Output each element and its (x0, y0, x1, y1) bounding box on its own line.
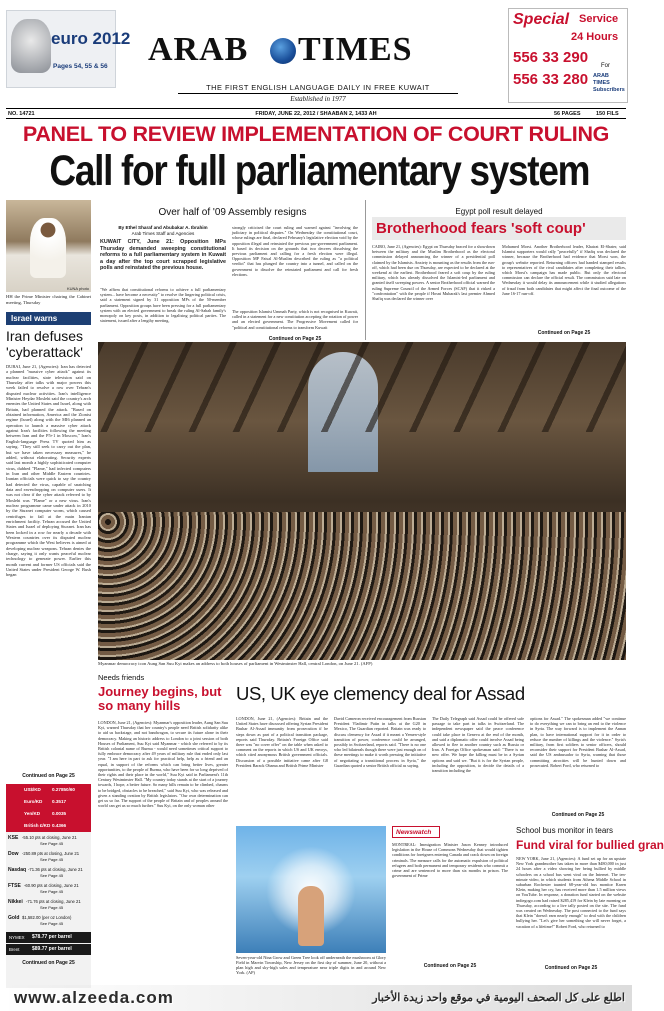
lead-body-col2: strongly criticised the court ruling and warned against "involving the judiciary in political disputes." On Wednesday the constitutional court, whose rulings are final, declared February's legislative election void by the opposition illegal and reinstated the previous pro-government parliament. It based its decision on the grounds that two decrees dissolving the previous parliament and calling for a fresh election were illegal. Opposition MP Faisal Al-Muslim described the ruling as "a political verdict" that has plunged the country into a tunnel, and called on the government to dissolve the reinstated parliament and call for fresh elections. (232, 225, 358, 277)
lead-kicker: PANEL TO REVIEW IMPLEMENTATION OF COURT RULING (22, 122, 610, 146)
markets-continued[interactable]: Continued on Page 25 (22, 960, 75, 966)
egypt-continued[interactable]: Continued on Page 25 (537, 330, 591, 336)
market-page[interactable]: See Page 45 (40, 873, 64, 878)
child-figure (298, 886, 324, 946)
prime-minister-figure (30, 218, 66, 278)
globe-icon (270, 38, 296, 64)
euro-pages: Pages 54, 55 & 56 (53, 63, 108, 70)
westminster-hall-photo (98, 342, 626, 660)
market-name: NYMEX (9, 935, 25, 940)
market-name: FTSE (8, 883, 21, 889)
market-row (6, 932, 91, 943)
market-row (6, 850, 91, 864)
lead-intro: KUWAIT CITY, June 21: Opposition MPs Thursday demanded sweeping constitutional reforms to a full parliamentary system in Kuwait a day after the top court scrapped legislative polls and reinstated the previous house. (100, 239, 226, 272)
newswatch-label: Newswatch (396, 829, 432, 836)
market-row (6, 834, 91, 848)
ad-subscribers: ARAB TIMES Subscribers (593, 73, 625, 93)
bullied-body: NEW YORK, June 21, (Agencies): A fund set up for an upstate New York grandmother has taken in more than $480,000 in just 24 hours after a video showing her being bullied by middle schoolers on a school bus went viral on the Internet. The ten-minute video, in which students from Athena Middle School in suburban Rochester taunted 68-year-old bus monitor Karen Klein, making her cry, has received more than 1.5 million views on YouTube. In response, a donation fund started on the website indiegogo.com had raised $285,419 for Klein by late morning on Thursday, according to a live tally posted on the site. The fund was created on Wednesday. The post connected to the fund says that Klein "doesn't earn nearly enough" to deal with the children bullying her. "Let's give her something she will never forget, a vacation of a lifetime!" Robert Ford, who returned to (516, 856, 626, 929)
cabinet-caption: HH the Prime Minister chairing the Cabinet meeting, Thursday (6, 294, 91, 305)
established: Established in 1977 (290, 95, 346, 103)
market-value: $1,582.00 (per oz London) (22, 915, 72, 920)
lead-subhead: Over half of '09 Assembly resigns (158, 207, 307, 218)
bullied-continued[interactable]: Continued on Page 25 (544, 965, 598, 971)
egypt-headline: Brotherhood fears 'soft coup' (372, 217, 626, 240)
euro-title: euro 2012 (51, 29, 131, 48)
market-page[interactable]: See Page 45 (40, 857, 64, 862)
assad-body-col2: David Cameron received encouragement from Russian President Vladimir Putin in talks at the G20 in Mexico, The Guardian reported. Britain was ready to discuss clemency for Assad if it meant a Yemen-style transition of power, conference could be arranged, possibly in Switzerland, reports said. "There is no one who led bilaterals though there were just enough on of these meetings to make it worth pressing the initiative of negotiating a transitional process in Syria," the Guardian quoted a senior British official as saying. (334, 716, 426, 768)
market-value: 0.27850/60 (52, 787, 75, 792)
masthead-times: TIMES (298, 31, 413, 68)
footer-arabic: اطلع على كل الصحف اليومية في موقع واحد زيدة الأخبار (372, 992, 625, 1004)
market-value: $89.77 per barrel (32, 946, 72, 952)
market-name: Dow (8, 851, 19, 857)
market-row (6, 866, 91, 880)
euro-trophy-icon (11, 19, 51, 73)
israel-body: DUBAI, June 21, (Agencies): Iran has detected a planned "massive cyber attack" against its nuclear facilities, state television said on Thursday after talks with major powers this week failed to resolve a row over Tehran's disputed nuclear activities. Iran's intelligence Minister Heydar Moslehi said the country's arch enemies the United States and Israel, along with Britain, had planned the attack. "Based on obtained information, America and the Zionist regime (Israel) along with the MI6 planned an operation to launch a massive cyber attack against Iran's facilities following the meeting between Iran and the P5+1 in Moscow," Iran's English-language Press TV quoted him as saying. "They still seek to carry out the plan, but we have taken necessary measures," he added, without elaborating. Security experts said last month a highly sophisticated computer virus, dubbed "Flame," had infected computers in Iran and other Middle Eastern countries. Iranian officials were quick to say the country had detected the virus, capable of snatching data and eavesdropping on computer users. It was not clear if the cyber attack referred to by Moslehi was "Flame" or a new virus. Iran's nuclear programme came under attack in 2010 by the Stuxnet computer worm, which caused centrifuges to fail at the main Iranian enrichment facility. Tehran accused the United States and Israel of deploying Stuxnet. Iran has been locked in a row for nearly a decade with Western countries over its disputed nuclear programme which the West believes is aimed at developing nuclear weapons. Tehran denies the charge, saying it only wants peaceful nuclear technology to generate power. Earlier this month current and former US officials said the United States under President George W. Bush began (6, 364, 91, 578)
newswatch-body: MONTREAL: Immigration Minister Jason Kenney introduced legislation in the House of Commons Wednesday that would tighten conditions for foreigners entering Canada and crack down on foreign criminals. The measure calls for the automatic expulsion of political refugees and both permanent and temporary residents who commit a crime and are sentenced to more than six months in prison. The government of Prime (392, 842, 508, 879)
summer-photo-caption: Seven-year-old Nina Grow and Green Tree look off underneath the mushroom at Glory Field in Marvin Township, New Jersey on the first day of summer, June 20, without a plan high and sky-high sales and temperature near triple digits in and around New York. (AP) (236, 955, 386, 976)
market-page[interactable]: See Page 45 (40, 889, 64, 894)
cabinet-photo (6, 200, 91, 292)
assad-body-col3: The Daily Telegraph said Assad could be offered safe passage to take part in talks in Switzerland. The independent newspaper said the peace conference could take place in Geneva at the end of the month, and said a diplomatic offer could involve Assad being allowed to flee to another country such as Russia or Iran. A Foreign Office spokesman said: "There is no new offer. We hope the killing must be in a Syrian options and said we. "But it is for the Syrian people, including the opposition, to decide the details of a transition including the (432, 716, 524, 774)
newswatch-tag (392, 826, 440, 838)
market-row (6, 820, 91, 832)
market-name: Nikkei (8, 899, 23, 905)
newswatch-continued[interactable]: Continued on Page 25 (423, 963, 477, 969)
israel-section-bar (6, 312, 91, 325)
issue-number: NO. 14721 (8, 111, 35, 117)
subscriber-ad[interactable] (508, 8, 628, 103)
ad-special: Special (513, 11, 570, 28)
market-name: Gold (8, 915, 20, 921)
market-name: US$/KD (24, 787, 41, 792)
market-name: Brent (9, 947, 20, 952)
egypt-body-col2: Mohamed Morsi. Another Brotherhood leader, Khairat El-Shater, said Islamist supporters would rally "peacefully" if Shafiq was declared the winner, because the Brotherhood had evidence that Morsi won, the group's website reported. Returning officers had handed stamped results to representatives of the rival candidates after completing their tallies, which Morsi's campaign has made public. But only the electoral commission can declare the official result. The commission said late on Wednesday it would delay its announcement while it studied allegations of fraud from both candidates that might affect the final outcome of the June 16-17 run-off. (502, 244, 626, 296)
assad-continued[interactable]: Continued on Page 25 (551, 812, 605, 818)
market-value: -71.36 pts at closing, June 21 (28, 867, 83, 872)
photo-credit: KUNA photo (66, 286, 89, 291)
bullied-kicker: School bus monitor in tears (516, 826, 613, 835)
market-value: 0.3517 (52, 799, 67, 804)
market-value: -55.10 pts at closing, June 21 (22, 835, 77, 840)
issue-date: FRIDAY, JUNE 22, 2012 / SHAABAN 2, 1433 AH (255, 111, 377, 117)
dateline-bar (6, 108, 626, 119)
lead-body-col1: "We affirm that constitutional reforms to achieve a full parliamentary system... have become a necessity" to resolve the lingering political crisis, said a statement signed by 31 opposition MPs of the 50-member parliament. Opposition groups have been pressing for a full parliamentary system with an elected government to break the ruling Al-Sabah family's monopoly on key posts, in addition to legalising political parties. The statement, issued after a lengthy meeting, (100, 287, 226, 324)
page-count: 56 PAGES (554, 111, 581, 117)
price: 150 FILS (596, 111, 619, 117)
markets-box (6, 784, 91, 988)
audience (98, 512, 626, 660)
assad-body-col4: options for Assad." The spokesman added "we continue to do everything we can to bring an end to the violence in Syria. The way forward is to implement the Annan plan, to have international support for it in order to reduce the number of killings and the violence." Syria's military, from first soldiers to senior officers, should reconsider their support for President Bashar Al-Assad, said the US ambassador to Syria, warning that those committing atrocities will be hunted down and prosecuted. Robert Ford, who returned to (530, 716, 626, 768)
ad-service: Service (579, 13, 619, 25)
needs-headline: Journey begins, but so many hills (98, 684, 222, 713)
lead-headline: Call for full parliamentary system (49, 147, 590, 195)
market-page[interactable]: See Page 45 (40, 905, 64, 910)
needs-body: LONDON, June 21, (Agencies): Myanmar's opposition leader, Aung San Suu Kyi, warned Thursday that her country's people need British solidarity alike to aid us backstage, and not bandwagon, to secure its future alone in their democracy. Making an historic address to London to a joint session of both Houses of Parliament, Suu Kyi said Myanmar - which she referred to by its British colonial name of Burma - would need sometimes critical support to fully embrace democracy after 49 years of military rule that ended only last year. "I am here in part to ask for practical help, help as a friend and an equal, in support of the reforms which can bring better lives, greater opportunities, to the people of Burma, who have been for so long deprived of their rights and their place in the world," Suu Kyi said in Parliament's 11th Century Westminster Hall. "My country today stands at the start of a journey towards, I hope, a better future. So many hills remain to be climbed, chasms to be bridged, obstacles to be breached," said Suu Kyi, who was released and given a standing ovation by British legislators. "Our own determination can get us so far. The support of the people of Britain and of peoples around the world can get us so much further." Suu Kyi, on the only woman other (98, 720, 228, 809)
market-row (6, 808, 91, 820)
market-value: -250.89 pts at closing, June 21 (22, 851, 80, 856)
euro-promo[interactable] (6, 10, 131, 88)
market-value: 0.0035 (52, 811, 67, 816)
masthead (148, 32, 483, 68)
footer-bar (0, 985, 632, 1011)
tagline: THE FIRST ENGLISH LANGUAGE DAILY IN FREE KUWAIT (206, 83, 430, 92)
bullied-headline: Fund viral for bullied gran (516, 838, 664, 852)
israel-headline: Iran defuses 'cyberattack' (6, 328, 84, 360)
footer-site[interactable]: www.alzeeda.com (14, 988, 174, 1007)
ad-phone-1: 556 33 290 (513, 49, 589, 66)
masthead-arab: ARAB (148, 31, 249, 68)
market-row (6, 914, 91, 928)
market-page[interactable]: See Page 45 (40, 841, 64, 846)
market-value: $78.77 per barrel (32, 934, 72, 940)
market-row (6, 882, 91, 896)
lead-body-col3: The opposition Islamist Ummah Party, which is not recognised in Kuwait, called in a statement for a new constitution accepting the rotation of power and an elected government. The Progressive Movement called for "political and constitutional reforms to transform Kuwait (232, 309, 358, 330)
tagline-rule (178, 93, 458, 94)
market-name: KSE (8, 835, 19, 841)
egypt-body-col1: CAIRO, June 21, (Agencies): Egypt on Thursday braced for a showdown between the military and the Muslim Brotherhood as the electoral commission delayed announcing the winner of a presidential poll claimed by the Islamists. Anxiety is mounting as the results from the run-off, which had been due on Thursday, are expected to be declared at the weekend at the earliest. Brotherhood feared a soft coup by the ruling military, which has already dissolved the Islamist-led parliament and granted itself sweeping powers. A senior Brotherhood official warned the ruling Supreme Council of the Armed Forces (SCAF) that it risked a "confrontation" with the people if Hosni Mubarak's last premier Ahmed Shafiq was declared the winner over (372, 244, 495, 302)
egypt-kicker: Egypt poll result delayed (455, 207, 543, 216)
ad-for: For (601, 63, 610, 69)
market-value: 0.4366 (52, 823, 67, 828)
israel-section-label: Israel warns (11, 314, 58, 323)
market-name: British £/KD (24, 823, 51, 828)
summer-kids-photo (236, 826, 386, 953)
ad-phone-2: 556 33 280 (513, 71, 589, 88)
main-photo-caption: Myanmar democracy icon Aung San Suu Kyi makes an address to both houses of parliament in Westminster Hall, central London, on June 21. (AFP) (98, 661, 373, 666)
market-name: Yen/KD (24, 811, 41, 816)
market-value: -60.90 pts at closing, June 21 (24, 883, 79, 888)
market-row (6, 796, 91, 808)
israel-continued[interactable]: Continued on Page 25 (22, 773, 75, 779)
column-divider (365, 200, 366, 340)
needs-kicker: Needs friends (98, 673, 145, 682)
market-name: Euro/KD (24, 799, 43, 804)
market-row (6, 898, 91, 912)
market-name: Nasdaq (8, 867, 27, 873)
assad-body-col1: LONDON, June 21, (Agencies): Britain and the United States have discussed offering Syrian President Bashar Al-Assad immunity from prosecution if he steps down as part of a political transition package, reports said Thursday. Britain's Foreign Office said there was "no cover offer" on the table when asked to comment on the reports in which US and UK envoys, which cited anonymous British government officials. Discussion of a possible initiative came after G8 President Barack Obama and British Prime Minister (236, 716, 328, 768)
assad-headline: US, UK eye clemency deal for Assad (236, 683, 525, 704)
byline: By Ethel Sharaf and Abubakar A. Ibrahim (118, 225, 208, 230)
lead-continued[interactable]: Continued on Page 25 (268, 336, 322, 342)
market-value: -71.76 pts at closing, June 21 (26, 899, 81, 904)
byline-agencies: Arab Times Staff and Agencies (131, 231, 195, 236)
market-row (6, 784, 91, 796)
hall-roof-beams (98, 342, 626, 432)
market-page[interactable]: See Page 45 (40, 921, 64, 926)
market-row (6, 944, 91, 955)
ad-hours: 24 Hours (571, 31, 619, 43)
